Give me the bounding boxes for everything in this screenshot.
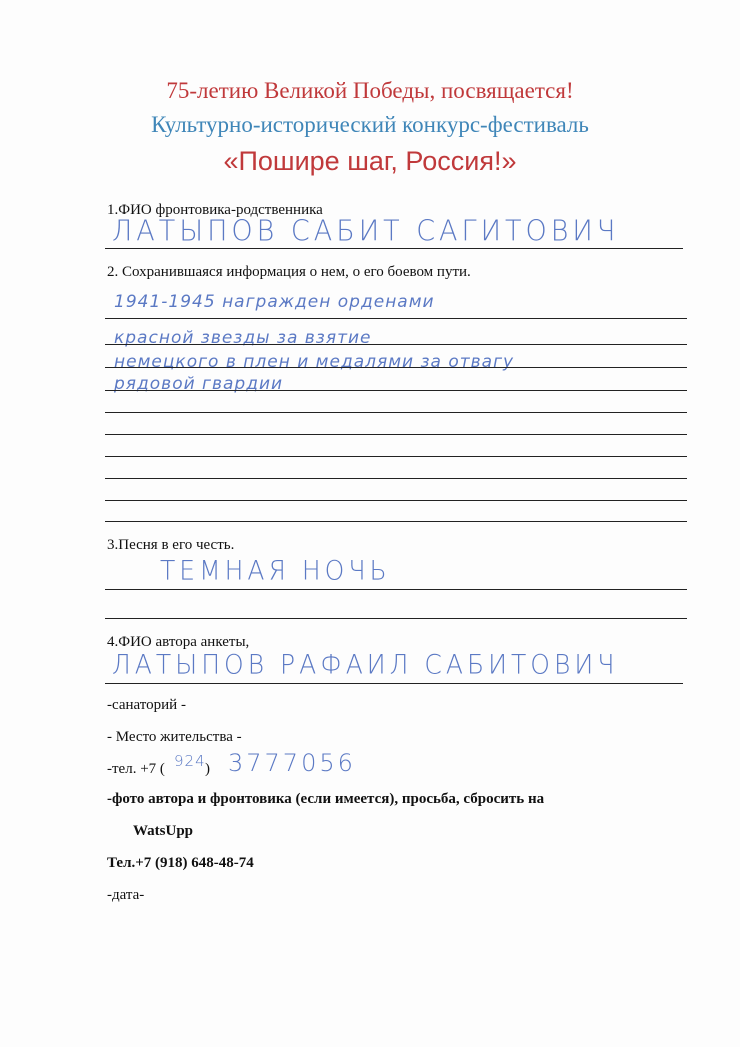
q2-line-10 <box>105 521 687 522</box>
header-line-1: 75-летию Великой Победы, посвящается! <box>166 78 574 103</box>
q3-answer: ТЕМНАЯ НОЧЬ <box>160 555 391 586</box>
q2-line-6 <box>105 434 687 435</box>
q2-answer-line-3: немецкого в плен и медалями за отвагу <box>114 352 515 372</box>
sanatorium-label: -санаторий - <box>107 697 186 713</box>
header-line-3: «Пошире шаг, Россия!» <box>223 146 517 176</box>
q2-line-4 <box>105 390 687 391</box>
q2-line-2 <box>105 344 687 345</box>
q2-line-1 <box>105 318 687 319</box>
q1-answer: ЛАТЫПОВ САБИТ САГИТОВИЧ <box>112 215 620 248</box>
whatsapp-label: WatsUpp <box>133 823 194 839</box>
phone-code-handwritten: 924 <box>174 752 206 770</box>
photo-note: -фото автора и фронтовика (если имеется), просьба, сбросить на <box>107 791 545 807</box>
phone-close-paren: ) <box>205 761 210 777</box>
date-label: -дата- <box>107 887 145 903</box>
q2-answer-line-2: красной звезды за взятие <box>114 328 372 348</box>
phone-prefix: -тел. +7 ( <box>107 761 165 777</box>
q2-label: 2. Сохранившаяся информация о нем, о его боевом пути. <box>107 264 471 280</box>
q2-line-3 <box>105 367 687 368</box>
q2-line-7 <box>105 456 687 457</box>
q3-line-2 <box>105 618 687 619</box>
header-line-2: Культурно-исторический конкурс-фестиваль <box>151 112 589 137</box>
q2-line-5 <box>105 412 687 413</box>
phone-number-handwritten: 3777056 <box>228 749 356 777</box>
q3-label: 3.Песня в его честь. <box>107 537 235 553</box>
q1-label: 1.ФИО фронтовика-родственника <box>107 202 323 218</box>
q2-line-8 <box>105 478 687 479</box>
q2-answer-line-4: рядовой гвардии <box>114 374 284 394</box>
q4-answer-line <box>105 683 683 684</box>
q3-line-1 <box>105 589 687 590</box>
contact-phone: Тел.+7 (918) 648-48-74 <box>107 855 254 871</box>
q4-label: 4.ФИО автора анкеты, <box>107 634 250 650</box>
q4-answer: ЛАТЫПОВ РАФАИЛ САБИТОВИЧ <box>112 649 619 680</box>
residence-label: - Место жительства - <box>107 729 242 745</box>
q1-answer-line <box>105 248 683 249</box>
q2-answer-line-1: 1941-1945 награжден орденами <box>114 292 435 312</box>
q2-line-9 <box>105 500 687 501</box>
